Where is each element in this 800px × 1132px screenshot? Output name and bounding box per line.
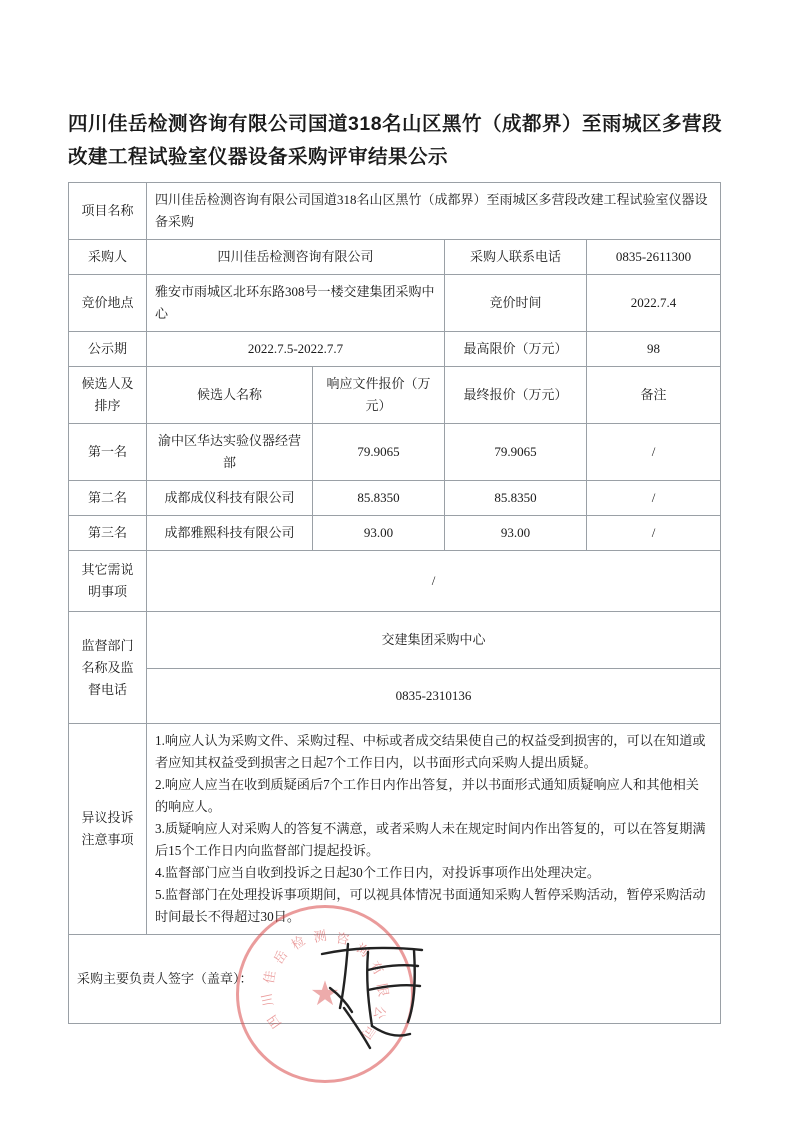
table-row bbox=[69, 481, 721, 516]
column-header-candidate-name: 候选人名称 bbox=[147, 367, 313, 424]
table-row bbox=[69, 424, 721, 481]
supervision-dept: 交建集团采购中心 bbox=[147, 612, 721, 669]
supervision-phone: 0835-2310136 bbox=[147, 669, 721, 724]
candidate-name: 成都成仪科技有限公司 bbox=[147, 481, 313, 516]
seal-ring-text: 四 川 佳 岳 检 测 咨 询 有 限 公 司 bbox=[258, 927, 392, 1042]
page-title: 四川佳岳检测咨询有限公司国道318名山区黑竹（成都界）至雨城区多营段改建工程试验室仪器设备采购评审结果公示 bbox=[68, 113, 723, 168]
supervision-label: 监督部门名称及监督电话 bbox=[69, 612, 147, 724]
table-row bbox=[69, 935, 721, 1024]
purchaser-phone-label: 采购人联系电话 bbox=[445, 240, 587, 275]
candidate-rank: 第二名 bbox=[69, 481, 147, 516]
candidate-response-price: 85.8350 bbox=[313, 481, 445, 516]
candidates-label: 候选人及排序 bbox=[69, 367, 147, 424]
publicity-period-value: 2022.7.5-2022.7.7 bbox=[147, 332, 445, 367]
column-header-response-price: 响应文件报价（万元） bbox=[313, 367, 445, 424]
candidate-response-price: 93.00 bbox=[313, 516, 445, 551]
bid-place-label: 竞价地点 bbox=[69, 275, 147, 332]
objection-item: 5.监督部门在处理投诉事项期间，可以视具体情况书面通知采购人暂停采购活动，暂停采购活动时间最长不得超过30日。 bbox=[155, 887, 706, 924]
bid-place-value: 雅安市雨城区北环东路308号一楼交建集团采购中心 bbox=[147, 275, 445, 332]
objection-item: 2.响应人应当在收到质疑函后7个工作日内作出答复，并以书面形式通知质疑响应人和其他相关的响应人。 bbox=[155, 777, 699, 814]
candidate-final-price: 79.9065 bbox=[445, 424, 587, 481]
max-price-value: 98 bbox=[587, 332, 721, 367]
table-header-row bbox=[69, 367, 721, 424]
candidate-response-price: 79.9065 bbox=[313, 424, 445, 481]
objection-item: 4.监督部门应当自收到投诉之日起30个工作日内，对投诉事项作出处理决定。 bbox=[155, 865, 601, 880]
publicity-period-label: 公示期 bbox=[69, 332, 147, 367]
other-notes-value: / bbox=[147, 551, 721, 612]
project-name-label: 项目名称 bbox=[69, 183, 147, 240]
table-row bbox=[69, 669, 721, 724]
table-row bbox=[69, 275, 721, 332]
candidate-rank: 第三名 bbox=[69, 516, 147, 551]
candidate-final-price: 93.00 bbox=[445, 516, 587, 551]
candidate-remark: / bbox=[587, 516, 721, 551]
announcement-table bbox=[68, 182, 721, 1024]
candidate-rank: 第一名 bbox=[69, 424, 147, 481]
column-header-remark: 备注 bbox=[587, 367, 721, 424]
candidate-name: 成都雅熙科技有限公司 bbox=[147, 516, 313, 551]
table-row bbox=[69, 516, 721, 551]
table-row bbox=[69, 183, 721, 240]
objection-label: 异议投诉注意事项 bbox=[69, 724, 147, 935]
objection-items bbox=[147, 724, 721, 935]
signature-label: 采购主要负责人签字（盖章）： bbox=[69, 935, 721, 1024]
candidate-name: 渝中区华达实验仪器经营部 bbox=[147, 424, 313, 481]
table-row bbox=[69, 724, 721, 935]
bid-time-value: 2022.7.4 bbox=[587, 275, 721, 332]
candidate-remark: / bbox=[587, 424, 721, 481]
candidate-remark: / bbox=[587, 481, 721, 516]
table-row bbox=[69, 240, 721, 275]
bid-time-label: 竞价时间 bbox=[445, 275, 587, 332]
table-row bbox=[69, 332, 721, 367]
purchaser-phone-value: 0835-2611300 bbox=[587, 240, 721, 275]
column-header-final-price: 最终报价（万元） bbox=[445, 367, 587, 424]
max-price-label: 最高限价（万元） bbox=[445, 332, 587, 367]
table-row bbox=[69, 551, 721, 612]
objection-item: 3.质疑响应人对采购人的答复不满意，或者采购人未在规定时间内作出答复的，可以在答复期满后15个工作日内向监督部门提起投诉。 bbox=[155, 821, 706, 858]
table-row bbox=[69, 612, 721, 669]
purchaser-value: 四川佳岳检测咨询有限公司 bbox=[147, 240, 445, 275]
star-icon: ★ bbox=[309, 976, 341, 1013]
purchaser-label: 采购人 bbox=[69, 240, 147, 275]
candidate-final-price: 85.8350 bbox=[445, 481, 587, 516]
objection-item: 1.响应人认为采购文件、采购过程、中标或者成交结果使自己的权益受到损害的，可以在知道或者应知其权益受到损害之日起7个工作日内，以书面形式向采购人提出质疑。 bbox=[155, 733, 706, 770]
other-notes-label: 其它需说明事项 bbox=[69, 551, 147, 612]
project-name-value: 四川佳岳检测咨询有限公司国道318名山区黑竹（成都界）至雨城区多营段改建工程试验室仪器设备采购 bbox=[147, 183, 721, 240]
